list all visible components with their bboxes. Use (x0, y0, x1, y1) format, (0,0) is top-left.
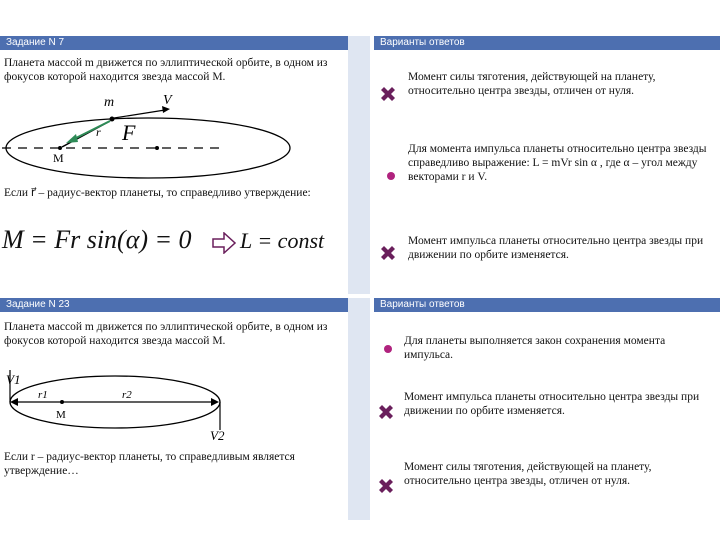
label-r1: r1 (38, 389, 48, 401)
task2-header: Задание N 23 (0, 298, 348, 312)
task1-statement (4, 186, 344, 200)
task1-orbit-diagram (0, 90, 345, 180)
answers1-option-1[interactable]: Момент силы тяготения, действующей на планету, относительно центра звезды, отличен от нуля. (408, 71, 656, 97)
task2-orbit-diagram (0, 360, 345, 450)
label-m: m (104, 95, 115, 110)
task1-conclusion: L = const (240, 228, 325, 253)
r-vector-symbol: r⃗ (30, 187, 36, 199)
label-v1: V1 (6, 372, 21, 387)
label-F: F (122, 120, 136, 145)
answers1-option-3[interactable]: Момент импульса планеты относительно центра звезды при движении по орбите изменяется. (408, 235, 704, 261)
star-focus-dot (60, 400, 64, 404)
correct-mark-icon (387, 172, 395, 180)
task1-statement-pre: Если (4, 187, 29, 199)
velocity-arrow (114, 110, 165, 118)
answers2-option-2[interactable]: Момент импульса планеты относительно центра звезды при движении по орбите изменяется. (404, 391, 700, 417)
label-r: r (96, 125, 101, 139)
center-dot (155, 146, 159, 150)
wrong-mark-icon (378, 243, 398, 263)
task1-formula: M = Fr sin(α) = 0 (2, 225, 192, 254)
correct-mark-icon (384, 345, 392, 353)
answers2-option-1[interactable]: Для планеты выполняется закон сохранения момента импульса. (404, 335, 666, 361)
wrong-mark-icon (376, 402, 396, 422)
answers1-option-2[interactable]: Для момента импульса планеты относительно центра звезды справедливо выражение: L = mVr sin α , где α – угол между векторами r и V. (408, 143, 707, 183)
wrong-mark-icon (376, 476, 396, 496)
task1-header: Задание N 7 (0, 36, 348, 50)
star-focus-dot (58, 146, 62, 150)
wrong-mark-icon (378, 84, 398, 104)
task2-text: Планета массой m движется по эллиптической орбите, в одном из фокусов которой находится звезда массой M. (4, 321, 328, 347)
planet-dot (110, 117, 115, 122)
force-arrow (72, 121, 110, 140)
task2-statement: Если r – радиус-вектор планеты, то справедливым является утверждение… (4, 451, 295, 477)
radius-vector-2-arrowhead (211, 398, 219, 406)
label-v: V (163, 93, 172, 108)
task2-divider-bar (348, 298, 370, 520)
answers2-option-3[interactable]: Момент силы тяготения, действующей на планету, относительно центра звезды, отличен от нуля. (404, 461, 652, 487)
label-M: M (53, 151, 64, 165)
task1-text: Планета массой m движется по эллиптической орбите, в одном из фокусов которой находится звезда массой M. (4, 57, 328, 83)
task1-statement-rest: – радиус-вектор планеты, то справедливо утверждение: (38, 187, 311, 199)
label-v2: V2 (210, 428, 225, 443)
label-M: M (56, 409, 66, 421)
task1-divider-bar (348, 36, 370, 294)
answers1-header: Варианты ответов (374, 36, 720, 50)
label-r2: r2 (122, 389, 132, 401)
answers2-header: Варианты ответов (374, 298, 720, 312)
force-arrowhead (66, 134, 78, 143)
implication-arrow-icon (212, 232, 236, 254)
